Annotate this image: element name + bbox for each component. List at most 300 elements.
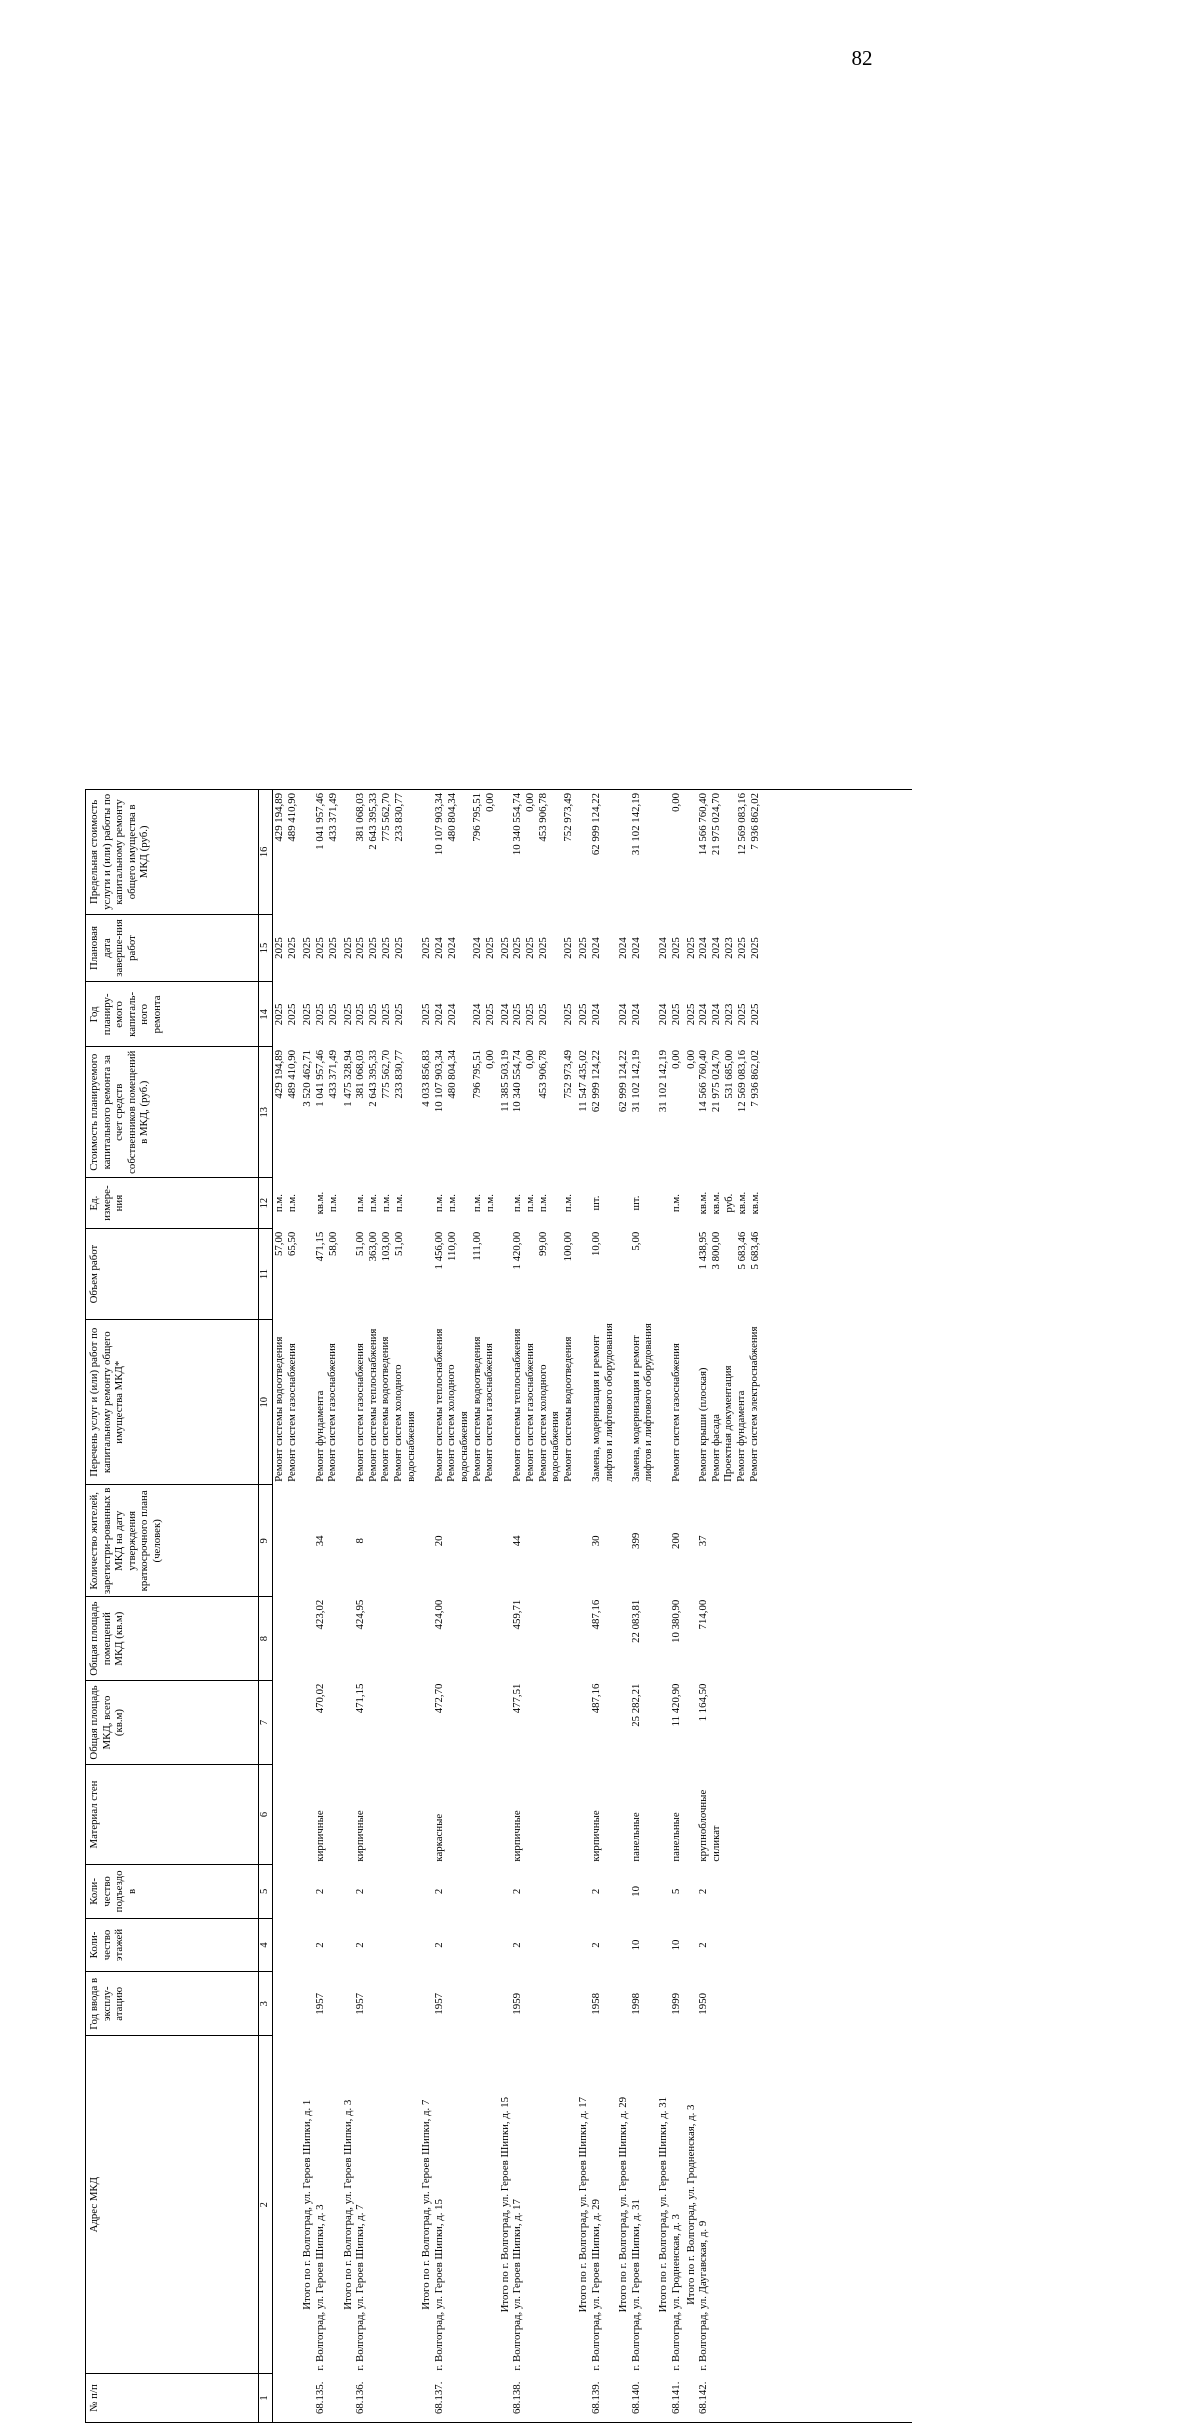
cell [511,1681,575,1765]
volume: 471,15 [313,1231,326,1262]
cell [575,1229,590,1320]
limit: 489 410,90 [286,793,298,842]
total-date: 2024 [617,937,630,959]
header-cell: Год ввода в эксплу-атацию [86,1972,259,2036]
column-number: 8 [259,1597,273,1681]
cell [590,1681,615,1765]
floors: 10 [629,1939,642,1951]
volume: 5 683,46 [749,1231,762,1270]
volume: 1 420,00 [511,1231,524,1270]
header-cell: Плановая дата заверше-ния работ [86,914,259,982]
unit: п.м. [562,1194,575,1213]
commission-year: 1957 [354,1993,367,2015]
work-item: Ремонт систем электроснабжения [747,1326,760,1482]
house-row [511,790,575,2423]
cell [590,2036,615,2374]
cell [497,1972,512,2036]
date: 2025 [326,937,339,959]
limit: 31 102 142,19 [629,793,642,856]
year: 2025 [511,1003,524,1026]
work-item: Замена, модернизация и ремонт лифтов и лифтового оборудования [629,1323,655,1482]
cell [575,1177,590,1228]
cell [299,1865,314,1919]
cell [670,1972,683,2036]
volume: 363,00 [367,1231,380,1262]
cell [314,1918,340,1972]
cell [433,914,497,982]
row-number: 68.140. [629,2381,642,2414]
cell [340,1681,355,1765]
year: 2025 [736,1003,749,1026]
cell [670,2374,683,2423]
area-total: 472,70 [432,1683,445,1714]
date: 2025 [483,937,496,959]
date: 2025 [354,937,367,959]
date: 2025 [524,937,537,959]
cell [354,1229,418,1320]
cell [630,1047,655,1177]
cell [299,1485,314,1597]
cell [615,1177,630,1228]
address: г. Волгоград, ул. Гродненская, д. 3 [669,2214,682,2371]
cell [630,982,655,1047]
cell [683,1229,698,1320]
unit: п.м. [286,1194,298,1213]
total-label: Итого по г. Волгоград, ул. Героев Шипки, д. 3 [341,2099,354,2310]
volume: 10,00 [589,1231,602,1256]
cell [433,2374,497,2423]
unit: кв.м. [710,1191,723,1215]
residents: 37 [697,1535,710,1547]
year: 2025 [393,1003,406,1026]
cell [354,2036,418,2374]
house-row [314,790,340,2423]
cost: 429 194,89 [273,1050,285,1099]
address: г. Волгоград, ул. Героев Шипки, д. 7 [354,2204,367,2371]
house-row [433,790,497,2423]
total-label: Итого по г. Волгоград, ул. Героев Шипки, д. 31 [656,2096,669,2313]
cell [697,1229,912,1320]
year: 2025 [367,1003,380,1026]
date: 2024 [697,937,710,959]
cell [683,2036,698,2374]
cost: 480 804,34 [445,1050,458,1099]
header-cell: Общая площадь МКД, всего (кв.м) [86,1681,259,1765]
header-cell: Общая площадь помещений МКД (кв.м) [86,1597,259,1681]
cell [575,1918,590,1972]
cell [683,1177,698,1228]
cell [354,1047,418,1177]
address: г. Волгоград, ул. Даугавская, д. 9 [697,2220,710,2371]
cost: 233 830,77 [393,1050,406,1099]
year: 2024 [629,1003,642,1026]
cell [497,1047,512,1177]
cell [683,1047,698,1177]
entrances: 2 [511,1888,524,1895]
cell [630,914,655,982]
wall-material: панельные [669,1812,682,1862]
cell [670,790,683,915]
total-year: 2025 [420,1003,433,1026]
cell [314,1865,340,1919]
total-date: 2025 [684,937,697,959]
wall-material: кирпичные [313,1810,326,1862]
floors: 2 [697,1942,710,1948]
limit: 0,00 [483,793,496,812]
cell [354,914,418,982]
cell [433,1764,497,1864]
residents: 30 [589,1535,602,1547]
commission-year: 1959 [511,1993,524,2015]
total-cost: 31 102 142,19 [656,1050,669,1113]
year: 2024 [432,1003,445,1026]
cell [354,1918,418,1972]
work-item: Замена, модернизация и ремонт лифтов и лифтового оборудования [589,1323,615,1482]
house-row [630,790,655,2423]
floors: 10 [669,1939,682,1951]
cell [273,1681,300,1765]
entrances: 2 [432,1888,445,1895]
cell [273,1972,300,2036]
column-number: 9 [259,1485,273,1597]
residents: 34 [313,1535,326,1547]
unit: шт. [629,1195,642,1211]
cell [590,1764,615,1864]
cell [575,1681,590,1765]
work-item: Ремонт фасада [709,1414,722,1482]
date: 2025 [669,937,682,959]
cell [630,1177,655,1228]
cost: 796 795,51 [470,1050,483,1099]
page-number: 82 [851,46,873,70]
limit: 429 194,89 [273,793,285,842]
cell [575,914,590,982]
cell [497,1865,512,1919]
cell [314,1320,340,1485]
cell [590,1485,615,1597]
cost: 10 340 554,74 [511,1050,524,1113]
year: 2024 [710,1003,723,1026]
residents: 44 [511,1535,524,1547]
total-year: 2025 [684,1003,697,1026]
cell [418,914,433,982]
cell [697,1681,912,1765]
year: 2025 [354,1003,367,1026]
row-number: 68.137. [432,2381,445,2414]
total-date: 2025 [577,937,590,959]
unit: п.м. [511,1194,524,1213]
total-row [418,790,433,2423]
wall-material: крупноблочные силикат [697,1789,722,1862]
row-number: 68.135. [313,2381,326,2414]
cell [433,1320,497,1485]
work-item: Ремонт системы водоотведения [273,1336,285,1482]
cell [340,1320,355,1485]
cell [299,2036,314,2374]
limit: 453 906,78 [537,793,550,842]
unit: п.м. [470,1194,483,1213]
header-cell: Объем работ [86,1229,259,1320]
work-item: Ремонт системы теплоснабжения [511,1328,524,1482]
cell [497,1229,512,1320]
cell [575,2036,590,2374]
date: 2025 [562,937,575,959]
cell [511,1177,575,1228]
cell [655,1177,670,1228]
total-row [655,790,670,2423]
cell [497,1681,512,1765]
cell [655,982,670,1047]
cell [683,2374,698,2423]
rotated-page [9,789,1129,2423]
volume: 57,00 [273,1231,285,1256]
cell [497,1597,512,1681]
cell [299,1047,314,1177]
cell [615,1865,630,1919]
cell [354,1320,418,1485]
cell [418,1972,433,2036]
wall-material: каркасные [432,1813,445,1862]
date: 2025 [313,937,326,959]
area-rooms: 714,00 [697,1599,710,1630]
cell [615,1681,630,1765]
year: 2025 [749,1003,762,1026]
year: 2025 [313,1003,326,1026]
cell [314,982,340,1047]
wall-material: кирпичные [354,1810,367,1862]
cell [314,790,340,915]
cell [590,1229,615,1320]
cell [615,1229,630,1320]
cell [655,790,670,915]
year: 2024 [589,1003,602,1026]
cell [340,1485,355,1597]
cell [497,1918,512,1972]
volume [723,1232,736,1317]
floors: 2 [511,1942,524,1948]
cell [670,1320,683,1485]
cell [590,982,615,1047]
cell [630,2374,655,2423]
entrances: 10 [629,1886,642,1897]
cell [630,1597,655,1681]
cell [497,790,512,915]
year: 2025 [562,1003,575,1026]
volume: 65,50 [286,1231,298,1256]
cell [697,1918,912,1972]
limit: 796 795,51 [470,793,483,842]
cell [670,914,683,982]
entrances: 2 [313,1888,326,1895]
floors: 2 [432,1942,445,1948]
cell [630,2036,655,2374]
cell [615,982,630,1047]
total-row [340,790,355,2423]
cell [590,1597,615,1681]
cell [314,1764,340,1864]
column-number: 1 [259,2374,273,2423]
cell [615,2374,630,2423]
cell [418,1764,433,1864]
cell [433,1597,497,1681]
unit: п.м. [432,1194,445,1213]
cell [273,914,300,982]
year: 2025 [483,1003,496,1026]
date: 2025 [367,937,380,959]
cell [314,1177,340,1228]
volume: 100,00 [562,1231,575,1262]
cell [314,914,340,982]
work-item: Ремонт систем газоснабжения [523,1343,536,1482]
cell [615,1764,630,1864]
commission-year: 1998 [629,1993,642,2015]
cell [697,1177,912,1228]
unit: кв.м. [697,1191,710,1215]
cost: 62 999 124,22 [589,1050,602,1113]
cell [273,2374,300,2423]
cell [683,914,698,982]
work-item: Ремонт системы водоотведения [379,1336,392,1482]
cell [497,982,512,1047]
cost: 21 975 024,70 [710,1050,723,1113]
row-number: 68.139. [589,2381,602,2414]
cell [655,1681,670,1765]
cell [575,790,590,915]
work-item: Ремонт системы теплоснабжения [432,1328,445,1482]
cell [630,1972,655,2036]
address: г. Волгоград, ул. Героев Шипки, д. 15 [432,2199,445,2371]
entrances: 2 [589,1888,602,1895]
row-number: 68.136. [354,2381,367,2414]
cell [697,2374,912,2423]
cell [273,2036,300,2374]
column-number: 2 [259,2036,273,2374]
cell [575,1764,590,1864]
cell [314,1047,340,1177]
cell [655,2036,670,2374]
cell [273,1485,300,1597]
unit: п.м. [669,1194,682,1213]
cell [575,982,590,1047]
cell [615,2036,630,2374]
limit: 1 041 957,46 [313,793,326,850]
cost: 433 371,49 [326,1050,339,1099]
limit: 480 804,34 [445,793,458,842]
cell [590,1177,615,1228]
wall-material: панельные [629,1812,642,1862]
date: 2025 [511,937,524,959]
cell [433,982,497,1047]
cell [655,1229,670,1320]
cell [273,982,300,1047]
cell [340,1229,355,1320]
work-item: Ремонт систем газоснабжения [483,1343,496,1482]
cell [655,1918,670,1972]
cell [655,1320,670,1485]
column-number: 15 [259,914,273,982]
cell [697,790,912,915]
cell [590,2374,615,2423]
cell [575,1865,590,1919]
total-year: 2025 [301,1003,313,1026]
cell [697,1972,912,2036]
cell [418,982,433,1047]
column-number: 5 [259,1865,273,1919]
area-rooms: 423,02 [313,1599,326,1630]
cell [433,1047,497,1177]
cell [511,2374,575,2423]
cell [655,1047,670,1177]
commission-year: 1957 [432,1993,445,2015]
date: 2025 [537,937,550,959]
cell [433,1972,497,2036]
year: 2025 [326,1003,339,1026]
area-total: 477,51 [511,1683,524,1714]
total-year: 2024 [656,1003,669,1026]
cell [340,1597,355,1681]
cell [354,1597,418,1681]
cell [630,1865,655,1919]
cell [670,2036,683,2374]
cell [655,1485,670,1597]
column-number: 11 [259,1229,273,1320]
date: 2023 [723,937,736,959]
cell [273,1865,300,1919]
cost: 0,00 [483,1050,496,1069]
total-year: 2025 [341,1003,354,1026]
cell [683,1918,698,1972]
total-label: Итого по г. Волгоград, ул. Героев Шипки, д. 15 [498,2096,511,2313]
cell [575,1972,590,2036]
work-item: Ремонт систем газоснабжения [354,1343,367,1482]
cell [497,914,512,982]
cell [433,1681,497,1765]
header-cell: Стоимость планируемого капитального ремонта за счет средств собственников помещений в МКД, (руб.) [86,1047,259,1177]
limit: 775 562,70 [380,793,393,842]
cell [615,1597,630,1681]
total-cost: 4 033 856,83 [420,1050,433,1107]
unit: кв.м. [313,1191,326,1215]
date: 2024 [432,937,445,959]
total-date: 2024 [656,937,669,959]
wall-material: кирпичные [589,1810,602,1862]
area-total: 471,15 [354,1683,367,1714]
address: г. Волгоград, ул. Героев Шипки, д. 3 [313,2204,326,2371]
date: 2025 [736,937,749,959]
cell [314,1597,340,1681]
cost: 31 102 142,19 [629,1050,642,1113]
unit: п.м. [393,1194,406,1213]
cell [340,1177,355,1228]
commission-year: 1950 [697,1993,710,2015]
floors: 2 [589,1942,602,1948]
year: 2024 [470,1003,483,1026]
cell [497,1485,512,1597]
cell [670,1865,683,1919]
header-cell: Ед. измере-ния [86,1177,259,1228]
cell [630,1681,655,1765]
cell [299,1764,314,1864]
cell [511,914,575,982]
work-item: Ремонт систем газоснабжения [326,1343,339,1482]
cell [630,1918,655,1972]
volume: 1 456,00 [432,1231,445,1270]
limit: 21 975 024,70 [710,793,723,856]
column-number: 4 [259,1918,273,1972]
total-cost: 1 475 328,94 [341,1050,354,1107]
date: 2024 [445,937,458,959]
cell [314,1229,340,1320]
